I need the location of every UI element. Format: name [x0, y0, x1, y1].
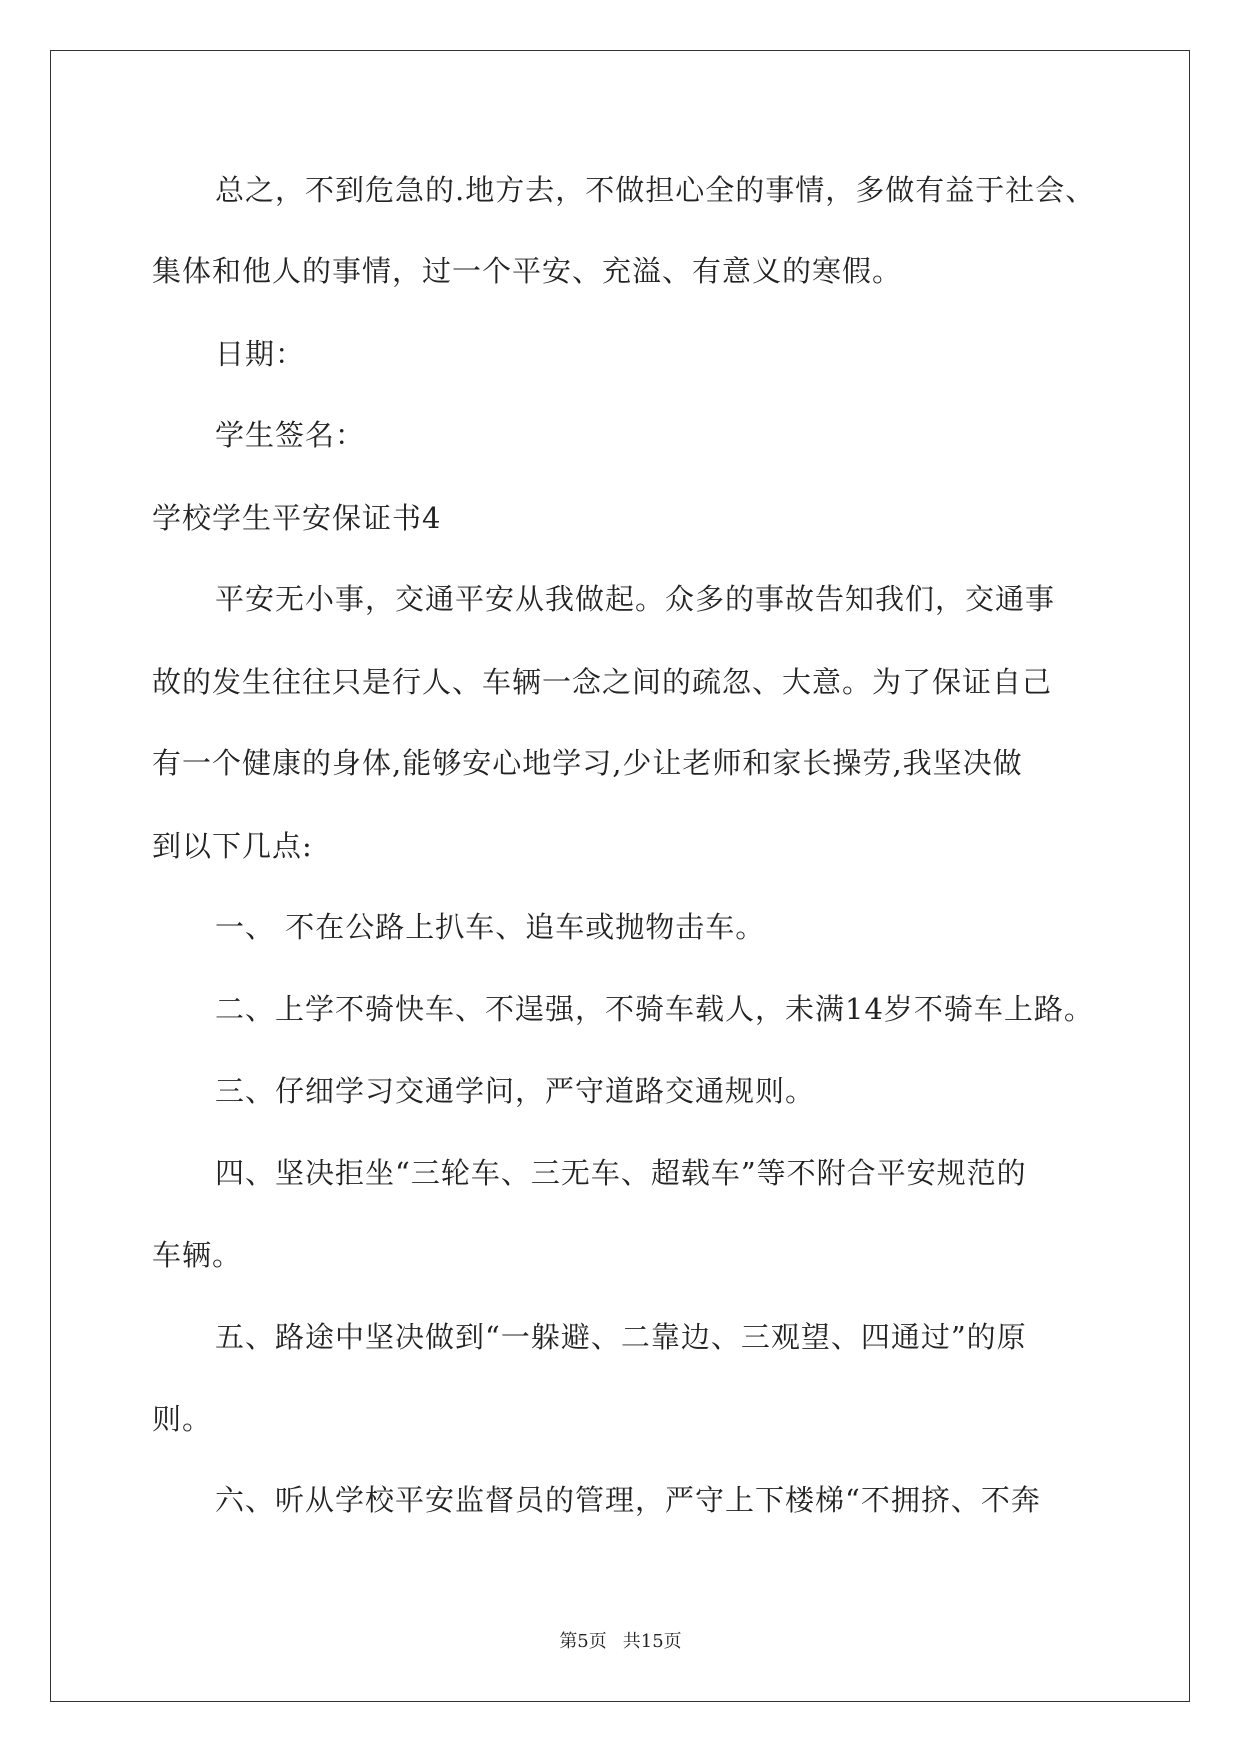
list-item: 四、坚决拒坐“三轮车、三无车、超载车”等不附合平安规范的	[215, 1156, 1027, 1190]
list-item-continuation: 则。	[152, 1402, 213, 1436]
list-item: 三、仔细学习交通学问，严守道路交通规则。	[215, 1074, 816, 1108]
list-item: 五、路途中坚决做到“一躲避、二靠边、三观望、四通过”的原	[215, 1320, 1027, 1354]
list-item-continuation: 车辆。	[152, 1238, 243, 1272]
section-title: 学校学生平安保证书4	[152, 501, 442, 535]
paragraph-line: 集体和他人的事情，过一个平安、充溢、有意义的寒假。	[152, 254, 903, 288]
paragraph-line: 平安无小事，交通平安从我做起。众多的事故告知我们，交通事	[215, 582, 1056, 616]
date-label: 日期：	[215, 337, 306, 371]
paragraph-line: 故的发生往往只是行人、车辆一念之间的疏忽、大意。为了保证自己	[152, 665, 1053, 699]
signature-label: 学生签名：	[215, 418, 366, 452]
page-total: 共15页	[622, 1631, 682, 1652]
paragraph-line: 有一个健康的身体,能够安心地学习,少让老师和家长操劳,我坚决做	[152, 746, 1023, 780]
list-item: 六、听从学校平安监督员的管理，严守上下楼梯“不拥挤、不奔	[215, 1483, 1041, 1517]
paragraph-line: 到以下几点:	[152, 829, 313, 863]
paragraph-line: 总之，不到危急的.地方去，不做担心全的事情，多做有益于社会、	[215, 173, 1096, 207]
page-border	[50, 50, 1190, 1702]
page-footer	[0, 1630, 1241, 1654]
list-item: 二、上学不骑快车、不逞强，不骑车载人，未满14岁不骑车上路。	[215, 992, 1094, 1026]
list-item: 一、 不在公路上扒车、追车或抛物击车。	[215, 910, 766, 944]
page-number: 第5页	[559, 1631, 607, 1652]
